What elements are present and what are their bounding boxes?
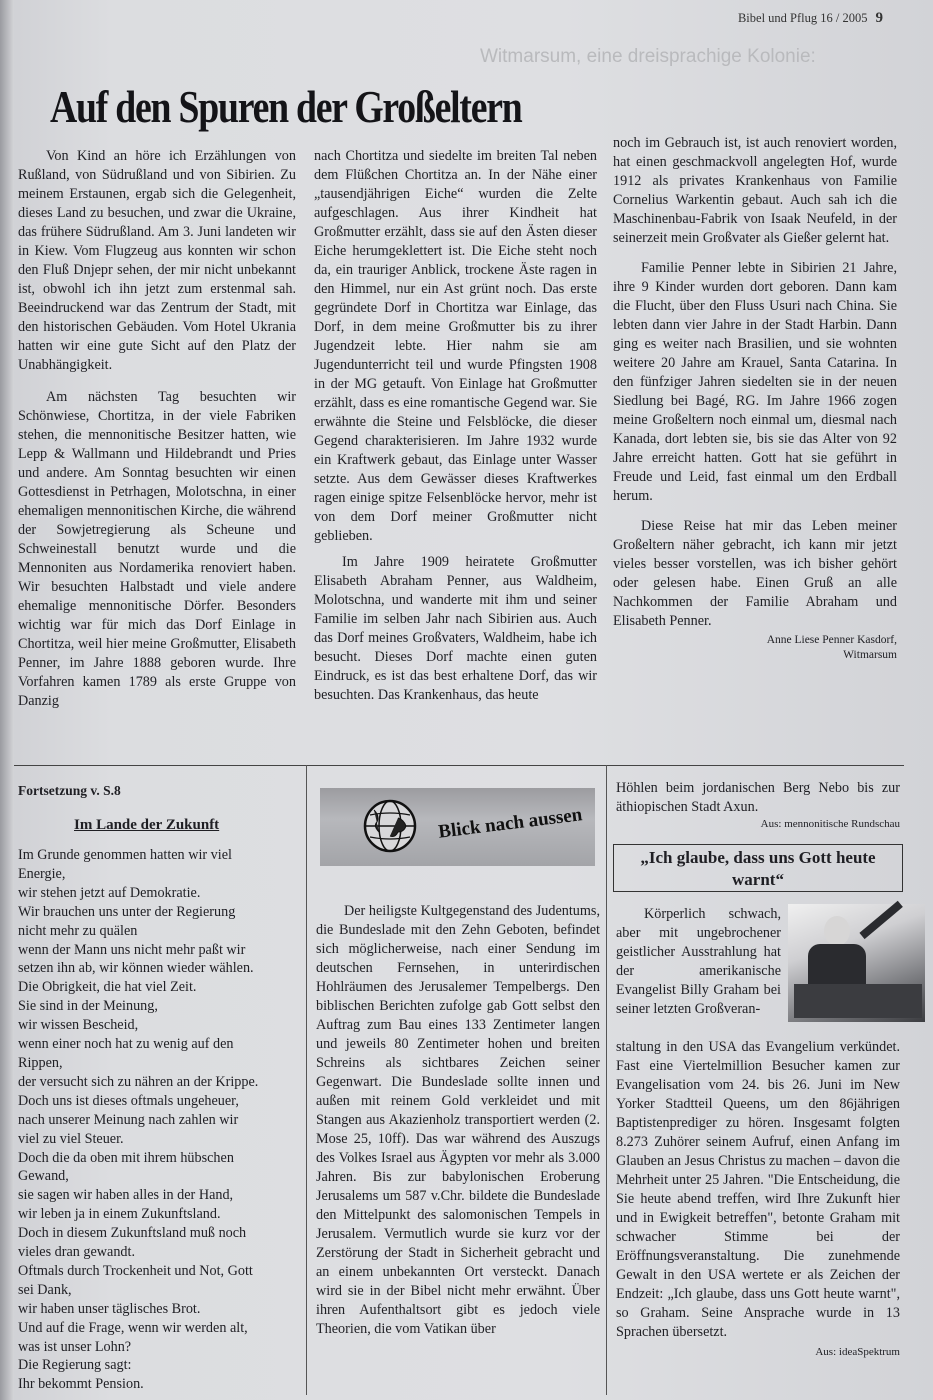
graham-paragraph: Körperlich schwach, aber mit ungebrochener geistlicher Ausstrahlung hat der amerikanische Evangelist Billy Graham bei seiner letzten Großveran- (616, 906, 781, 1017)
article-paragraph: Familie Penner lebte in Sibirien 21 Jahre, ihre 9 Kinder wurden dort geboren. Dann kam die Flucht, über den Fluss Usuri nach China. Sie lebten dann vier Jahre in der Stadt Harbin. Dann ging es weiter nach Brasilien, und sie wohnten weitere 20 Jahre am Krauel, Santa Catarina. In den fünfziger Jahren siedelten sie in der neuen Siedlung bei Bagé, RG. Im Jahre 1966 zogen meine Großeltern noch einmal um, diesmal nach Kanada, dort lebten sie, bis sie das Alter von 92 Jahre erreicht hatten. Gott hat sie geführt in Freude und Leid, fast einmal um den Erdball herum. (613, 260, 897, 504)
photo-head (824, 916, 850, 946)
graham-side-column (616, 905, 781, 1019)
blick-column (316, 902, 600, 1339)
poem-line: sei Dank, (18, 1281, 72, 1298)
poem-line: wir haben unser täglisches Brot. (18, 1300, 201, 1317)
poem-line: Doch die da oben mit ihrem hübschen (18, 1149, 234, 1166)
graham-column (616, 1038, 900, 1359)
blick-continuation (616, 779, 900, 831)
article-paragraph: Diese Reise hat mir das Leben meiner Großeltern näher gebracht, ich kann mir jetzt vieles besser vorstellen, was ich bisher gehört oder gelesen habe. Einen Gruß an alle Nachkommen der Familie Abraham und Elisabeth Penner. (613, 518, 897, 629)
page-gutter-shadow (0, 0, 14, 1400)
continued-note: Fortsetzung v. S.8 (18, 783, 121, 798)
article-column-1 (18, 147, 296, 711)
article-column-2 (314, 147, 597, 705)
poem-line: vieles dran gewandt. (18, 1244, 136, 1261)
poem-line: Oftmals durch Trockenheit und Not, Gott (18, 1262, 253, 1279)
poem-line: wenn einer noch hat zu wenig auf den (18, 1036, 234, 1053)
poem-line: Doch uns ist dieses oftmals ungeheuer, (18, 1092, 239, 1109)
poem-line: Wir brauchen uns unter der Regierung (18, 903, 236, 920)
poem-line: nach unserer Meinung nach zahlen wir (18, 1111, 239, 1128)
billy-graham-photo (788, 904, 925, 1022)
article-paragraph: Im Jahre 1909 heiratete Großmutter Elisabeth Abraham Penner, aus Waldheim, Molotschna, und wanderte mit ihm und seiner Familie im selben Jahr nach Sibirien aus. Auch das Dorf meines Großvaters, Waldheim, habe ich besucht. Dieses Dorf machte einen guten Eindruck, es ist das best erhaltene Dorf, das wir besuchten. Das Krankenhaus, das heute (314, 554, 597, 703)
poem-line: Gewand, (18, 1168, 69, 1185)
photo-arm (859, 901, 902, 939)
poem-line: wir leben ja in einem Zukunftsland. (18, 1206, 221, 1223)
poem-line: Ihr bekommt Pension. (18, 1376, 144, 1393)
poem-body (18, 846, 303, 1394)
page-header (738, 10, 883, 27)
journal-name: Bibel und Pflug 16 / 2005 (737, 11, 868, 25)
blick-paragraph: Der heiligste Kultgegenstand des Judentums, die Bundeslade mit den Zehn Geboten, befindet sich möglicherweise, nach einer Sendung im deutschen Fernsehen, in unterirdischen Hohlräumen des Jerusalemer Tempelbergs. Den biblischen Berichten zufolge gab Gott selbst den Auftrag zum Bau eines 133 Zentimeter langen und jeweils 80 Zentimeter hohen und breiten Schreins als sichtbares Zeichen seiner Gegenwart. Die Bundeslade sollte innen und außen mit reinem Gold verkleidet und mit Stangen aus Akazienholz transportiert werden (2. Mose 25, 10ff). Das war während des Auszugs des Volkes Israel aus Ägypten vor mehr als 3.000 Jahren. Bis zur babylonischen Eroberung Jerusalems um 587 v.Chr. bildete die Bundeslade den Mittelpunkt des salomonischen Tempels in Jerusalem. Vermutlich wurde sie kurz vor der Zerstörung der Stadt in Sicherheit gebracht und an einem unbekannten Ort versteckt. Danach wird sie in der Bibel nicht mehr erwähnt. Über ihren Aufenthaltsort gibt es jedoch viele Theorien, die vom Vatikan über (316, 903, 600, 1337)
graham-paragraph-cont: staltung in den USA das Evangelium verkündet. Fast eine Viertelmillion Besucher kamen zur Evangelisation vom 24. bis 26. Juni im New Yorker Stadtteil Queens, um den 86jährigen Baptistenprediger zu hören. Insgesamt folgten 8.273 Zuhörer seinem Aufruf, einen Anfang im Glauben an Jesus Christus zu machen – davon die Mehrheit unter 25 Jahren. "Die Entscheidung, die Sie heute abend treffen, wird Ihre Zukunft hier und in Ewigkeit betreffen", betonte Graham mit schwacher Stimme bei der Eröffnungsveranstaltung. Die zunehmende Gewalt in den USA wertete er als Zeichen der Endzeit: „Ich glaube, dass uns Gott heute warnt", so Graham. Seine Ansprache wurde in 13 Sprachen übersetzt. (616, 1039, 900, 1340)
graham-headline-box (613, 844, 903, 892)
article-paragraph: noch im Gebrauch ist, ist auch renoviert worden, hat einen geschmackvoll angelegten Hof, wurde 1912 als privates Krankenhaus von Familie Cornelius Warkentin gebaut. Auch sah ich die Maschinenbau-Fabrik von Isaak Neufeld, in der seinerzeit mein Großvater als Gießer gelernt hat. (613, 135, 897, 246)
section-divider (14, 765, 904, 766)
poem-line: Die Obrigkeit, die hat viel Zeit. (18, 979, 197, 996)
poem-title: Im Lande der Zukunft (74, 817, 220, 833)
poem-line: Und auf die Frage, wenn wir werden alt, (18, 1319, 248, 1336)
blick-paragraph-cont: Höhlen beim jordanischen Berg Nebo bis zur äthiopischen Stadt Axun. (616, 780, 900, 815)
article-paragraph: Von Kind an höre ich Erzählungen von Rußland, von Südrußland und von Sibirien. Zu meinem Erstaunen, ergab sich die Gelegenheit, dieses Land zu besuchen, und zwar die Ukraine, das frühere Südrußland. Am 3. Juni landeten wir in Kiew. Vom Flugzeug aus konnten wir schon den Fluß Dnjepr sehen, der mir nicht unbekannt ist, obwohl ich ihn jetzt zum erstenmal sah. Beeindruckend war das Zentrum der Stadt, mit den historischen Gebäuden. Vom Hotel Ukrania hatten wir eine gute Sicht auf den Platz der Unabhängigkeit. (18, 148, 296, 373)
blick-source: Aus: mennonitische Rundschau (760, 818, 900, 830)
poem-line: was ist unser Lohn? (18, 1338, 132, 1355)
poem-line: wir wissen Bescheid, (18, 1017, 139, 1034)
poem-line: Rippen, (18, 1054, 63, 1071)
poem-line: Die Regierung sagt: (18, 1357, 132, 1374)
poem-line: Im Grunde genommen hatten wir viel (18, 847, 232, 863)
poem-line: wenn der Mann uns nicht mehr paßt wir (18, 941, 246, 958)
graham-headline: „Ich glaube, dass uns Gott heute warnt“ (640, 848, 876, 889)
bleed-through-heading: Witmarsum, eine dreisprachige Kolonie: (480, 46, 816, 67)
page-number: 9 (875, 10, 883, 26)
article-author: Anne Liese Penner Kasdorf, (766, 634, 897, 646)
column-rule (606, 765, 607, 1395)
poem-line: Energie, (18, 865, 66, 882)
article-author-place: Witmarsum (843, 649, 897, 661)
photo-podium (794, 984, 922, 1018)
blick-banner-text: Blick nach aussen (437, 804, 584, 843)
article-paragraph: Am nächsten Tag besuchten wir Schönwiese, Chortitza, in der viele Fabriken stehen, die mennonitische Besitzer hatten, wie Lepp & Wallmann und Hildebrandt und Pries und andere. Am Sonntag besuchten wir einen Gottesdienst in Petrhagen, Molotschna, in einer ehemaligen mennonitischen Kirche, die während der Sowjetregierung als Scheune und Schweinestall benutzt wurde und die Mennoniten aus Nordamerika renoviert haben. Wir besuchten Halbstadt und viele andere ehemalige mennonitische Dörfer. Besonders wichtig war für mich das Dorf Einlage in Chortitza, weil hier meine Großmutter, Elisabeth Penner, im Jahre 1888 geboren wurde. Ihre Vorfahren kamen 1789 als erste Gruppe von Danzig (18, 389, 296, 709)
blick-banner (320, 788, 595, 866)
poem-line: setzen ihn ab, wir können wieder wählen. (18, 960, 254, 977)
article-title: Auf den Spuren der Großeltern (50, 81, 522, 132)
poem-line: sie sagen wir haben alles in der Hand, (18, 1187, 234, 1204)
globe-icon (362, 798, 418, 854)
poem-line: Sie sind in der Meinung, (18, 998, 158, 1015)
poem-line: wir stehen jetzt auf Demokratie. (18, 884, 201, 901)
article-column-3 (613, 134, 897, 663)
column-rule (306, 765, 307, 1395)
poem-line: der versucht sich zu nähren an der Krippe. (18, 1073, 259, 1090)
poem-line: nicht mehr zu quälen (18, 922, 138, 939)
poem-line: Doch in diesem Zukunftsland muß noch (18, 1225, 247, 1242)
graham-source: Aus: ideaSpektrum (815, 1346, 900, 1358)
poem-line: viel zu viel Steuer. (18, 1130, 124, 1147)
article-paragraph: nach Chortitza und siedelte im breiten Tal neben dem Flüßchen Chortitza an. In der Nähe einer „tausendjährigen Eiche“ wurden die Zelte aufgeschlagen. Aus ihrer Kindheit hat Großmutter erzählt, dass sie auf den Ästen dieser Eiche herumgeklettert ist. Die Eiche steht noch da, ein trauriger Anblick, trockene Äste ragen in den Himmel, nur ein Ast grünt noch. Das erste gegründete Dorf in Chortitza war Einlage, das Dorf, in dem meine Großmutter bis zu ihrer Jugendzeit lebte. Hier nahm sie am Jugendunterricht teil und wurde Pfingsten 1908 in der MG getauft. Von Einlage hat Großmutter erzählt, dass es eine romantische Gegend war. Sie erwähnte die Steine und Felsblöcke, die dieser Gegend charakterisieren. Im Jahre 1932 wurde ein Kraftwerk gebaut, das Einlage unter Wasser setzte. Aus dem Gewässer dieses Kraftwerkes ragen einige spitze Felsenblöcke hervor, mehr ist von dem Dorf meiner Großmutter nicht geblieben. (314, 148, 597, 544)
